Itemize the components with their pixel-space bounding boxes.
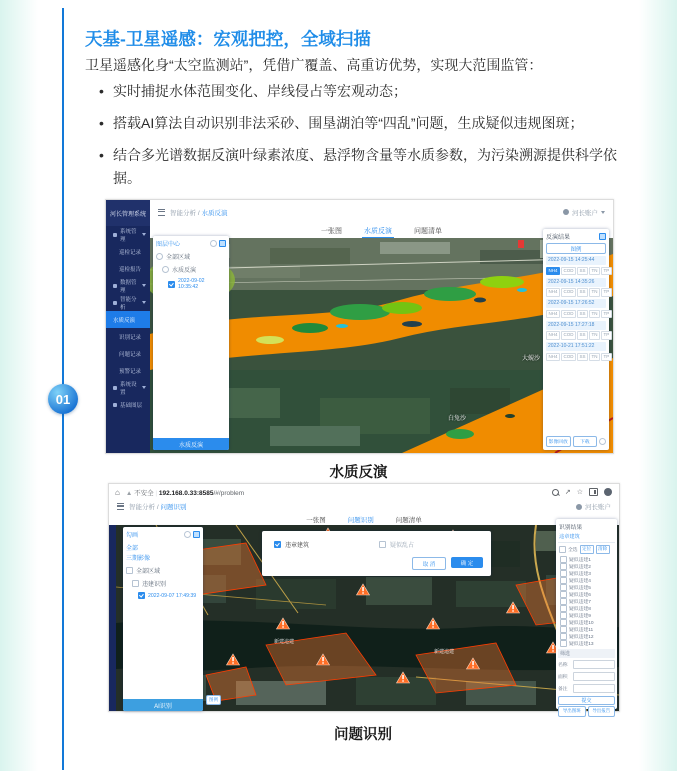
breadcrumb: 智能分析 / 问题识别 [129,504,187,511]
list-item[interactable]: 疑似违建6 [558,591,615,598]
parameter-tags [546,308,610,321]
legend-button[interactable]: 图例 [546,243,606,254]
tab-water-quality[interactable]: 水质反演 [362,224,394,239]
checkbox-icon[interactable] [560,584,567,591]
map-place-label: 大蜆沙 [522,356,541,362]
sidebar-item-analysis[interactable]: 智能分析 [106,294,150,311]
chevron-down-icon [142,386,146,389]
layers-panel-header: 图层中心 [153,236,229,250]
tree-node[interactable]: 违建识别 [123,577,203,590]
tab-problem-list[interactable]: 问题清单 [414,228,442,235]
sketch-panel [123,527,203,711]
result-entry [546,321,610,343]
checkbox-icon[interactable] [168,281,175,288]
user-icon [576,504,582,510]
app-logo: 河长管理系统 [106,200,150,226]
help-icon[interactable] [599,438,606,445]
tag-tp[interactable]: TP [601,267,612,276]
map-problem-label: 新建违建 [434,649,455,655]
tag-ss[interactable]: SS [577,353,588,362]
checkbox-icon[interactable] [274,541,281,548]
result-date[interactable]: 2022-09-15 14:35:26 [546,278,606,287]
checkbox-icon[interactable] [126,567,133,574]
tag-tp[interactable]: TP [601,331,612,340]
tag-cod[interactable]: COD [561,288,576,297]
tab-problem-recognition[interactable]: 问题识别 [346,513,376,527]
checkbox-icon[interactable] [379,541,386,548]
side-panel-icon[interactable] [589,488,598,496]
result-entry [546,278,610,300]
address-bar[interactable]: ▲ 不安全 | 192.168.0.33:8585/#/problem [125,489,245,497]
result-entry [546,256,610,278]
checkbox-icon[interactable] [560,626,567,633]
layers-icon [113,403,117,407]
tab-one-map[interactable]: 一张图 [306,517,326,524]
list-item[interactable]: 疑似违建4 [558,577,615,584]
sidebar-item-reports[interactable]: 巡检报告 [119,266,142,273]
checkbox-icon[interactable] [560,598,567,605]
checkbox-icon[interactable] [138,592,145,599]
tag-ss[interactable]: SS [577,310,588,319]
collapse-icon[interactable] [193,531,200,538]
tag-nh4[interactable]: NH4 [546,267,560,276]
form-row: 名称 [558,660,615,669]
parameter-tags [546,351,610,364]
checkbox-icon[interactable] [132,580,139,587]
tag-cod[interactable]: COD [561,353,576,362]
search-icon [113,301,117,305]
sidebar-item-settings[interactable]: 系统设置 [106,379,150,396]
gear-icon [113,233,117,237]
screenshot-water-quality [105,199,614,454]
page-title: 天基-卫星遥感：宏观把控，全域扫描 [85,29,371,49]
area-field[interactable] [573,672,615,681]
sidebar-item-base-layers[interactable]: 基础图层 [106,396,150,413]
export-row [558,706,615,717]
app-sidebar [106,200,150,453]
tag-ss[interactable]: SS [577,267,588,276]
list-item[interactable]: 疑似违建1 [558,556,615,563]
list-item[interactable]: 疑似违建7 [558,598,615,605]
tag-tn[interactable]: TN [589,353,600,362]
result-date[interactable]: 2022-09-15 17:27:18 [546,321,606,330]
tag-ss[interactable]: SS [577,288,588,297]
collapse-icon[interactable] [219,240,226,247]
tag-tn[interactable]: TN [589,267,600,276]
left-edge-gradient [0,0,38,771]
dot-icon [113,386,117,390]
layer-tree-node[interactable]: 全部区域 [153,250,229,263]
account-menu[interactable]: 河长账户 [576,502,611,511]
results-footer [546,436,606,447]
layer-tree-node[interactable]: 水质反演 [153,263,229,276]
checkbox-icon[interactable] [560,591,567,598]
chart-icon [113,284,117,288]
list-item[interactable]: 疑似违建9 [558,612,615,619]
results-panel [543,229,609,450]
replay-button[interactable]: 影像回放 [546,436,571,447]
confirm-button[interactable]: 确 定 [451,557,483,568]
tag-cod[interactable]: COD [561,267,576,276]
right-edge-gradient [639,0,677,771]
caption-water-quality: 水质反演 [329,465,388,481]
sidebar-item-data[interactable]: 数据管理 [106,277,150,294]
browser-bar [109,484,619,501]
locate-chip[interactable]: 定位 [580,545,594,554]
chevron-down-icon [142,301,146,304]
bullet-item: • 搭载AI算法自动识别非法采砂、围垦湖泊等“四乱”问题，生成疑似违规图斑； [97,112,642,135]
tab-problem-list[interactable]: 问题清单 [395,517,422,524]
map-place-label: 白兔沙 [448,416,467,422]
user-icon [563,209,569,215]
sidebar-item-problem-log[interactable]: 问题记录 [119,351,142,358]
checkbox-icon[interactable] [560,612,567,619]
link-layers[interactable]: 三期影像 [126,556,151,562]
intro-text: 卫星遥感化身“太空监测站”，凭借广覆盖、高重访优势，实现大范围监管： [85,57,543,73]
results-panel-header: 反演结果 [546,232,606,241]
parameter-tags [546,265,610,278]
tag-cod[interactable]: COD [561,310,576,319]
tag-nh4[interactable]: NH4 [546,310,560,319]
tag-tn[interactable]: TN [589,310,600,319]
tab-one-map[interactable]: 一张图 [321,228,342,235]
list-item[interactable]: 疑似违建13 [558,640,615,647]
caption-problem-recognition: 问题识别 [334,727,392,743]
checkbox-icon[interactable] [560,633,567,640]
layers-panel [153,236,229,450]
form-row: 备注 [558,684,615,693]
clear-chip[interactable]: 清除 [596,545,610,554]
app-header [109,500,619,514]
browser-actions [552,488,612,496]
map-legend-chip[interactable]: 图例 [206,695,221,705]
result-date[interactable]: 2022-10-21 17:51:22 [546,342,606,351]
name-field[interactable] [573,660,615,669]
menu-icon[interactable] [158,209,165,216]
link-all[interactable]: 全部 [126,546,139,552]
tag-tp[interactable]: TP [601,353,612,362]
list-item[interactable]: 疑似违建5 [558,584,615,591]
refresh-icon[interactable] [210,240,217,247]
result-entry [546,299,610,321]
submit-button[interactable]: 提交 [558,696,615,705]
tag-nh4[interactable]: NH4 [546,288,560,297]
chevron-down-icon [142,233,146,236]
collapsed-sidebar[interactable] [109,525,116,711]
panel-title: 识别结果 [559,525,583,531]
result-entry [546,342,610,364]
ai-recognize-button[interactable]: AI识别 [123,699,203,711]
list-item[interactable]: 疑似违建10 [558,619,615,626]
checkbox-icon[interactable] [560,570,567,577]
checkbox-icon[interactable] [560,619,567,626]
sidebar-item-water-quality[interactable]: 水质反演 [106,311,150,328]
tree-date-item[interactable]: 2022-09-07 17:49:39 [123,590,203,601]
checkbox-icon[interactable] [560,563,567,570]
search-icon[interactable] [552,489,559,496]
star-icon[interactable]: ☆ [576,489,583,496]
step-badge: 01 [48,384,78,414]
checkbox-icon[interactable] [560,640,567,647]
filter-section-header: 筛选 [558,649,615,658]
bullet-item: • 结合多光谱数据反演叶绿素浓度、悬浮物含量等水质参数，为污染溯源提供科学依据。 [97,144,642,190]
result-date[interactable]: 2022-09-15 17:26:52 [546,299,606,308]
home-icon[interactable]: ⌂ [115,487,120,497]
list-item[interactable]: 疑似违建3 [558,570,615,577]
chevron-down-icon [142,284,146,287]
download-button[interactable]: 下载 [573,436,598,447]
tag-cod[interactable]: COD [561,331,576,340]
list-item[interactable]: 疑似违建11 [558,626,615,633]
radio-icon[interactable] [156,253,163,260]
refresh-icon[interactable] [184,531,191,538]
bullet-item: • 实时捕捉水体范围变化、岸线侵占等宏观动态； [97,80,642,103]
app-header [150,200,613,225]
chevron-down-icon [601,211,605,214]
menu-icon[interactable] [117,503,124,510]
cancel-button[interactable]: 取 消 [412,557,446,570]
tag-nh4[interactable]: NH4 [546,331,560,340]
form-row: 面积 [558,672,615,681]
export-patches-button[interactable]: 导出图斑 [558,706,586,717]
browser-avatar[interactable] [604,488,612,496]
list-item[interactable]: 疑似违建12 [558,633,615,640]
layer-date-item[interactable]: 2022-09-02 10:35:42 [153,276,229,292]
tree-node[interactable]: 全部区域 [123,564,203,577]
checkbox-icon[interactable] [560,556,567,563]
tab-illegal-building[interactable]: 违章建筑 [558,533,615,543]
screenshot-problem-recognition [108,483,620,712]
list-item[interactable]: 疑似违建8 [558,605,615,612]
radio-icon[interactable] [162,266,169,273]
sketch-panel-header: 勾画 [123,527,203,541]
tag-nh4[interactable]: NH4 [546,353,560,362]
tag-tn[interactable]: TN [589,331,600,340]
checkbox-icon[interactable] [560,577,567,584]
checkbox-icon[interactable] [560,605,567,612]
tag-tp[interactable]: TP [601,288,612,297]
export-report-button[interactable]: 导出报告 [588,706,616,717]
tag-tp[interactable]: TP [601,310,612,319]
dialog-options: 违章建筑 疑似乱占 [262,531,491,549]
list-item[interactable]: 疑似违建2 [558,563,615,570]
recognition-results-panel [556,519,617,713]
sidebar-item-warning-log[interactable]: 预警记录 [119,368,142,375]
tag-ss[interactable]: SS [577,331,588,340]
parameter-tags [546,330,610,343]
sidebar-item-system[interactable]: 系统管理 [106,226,150,243]
checkbox-icon[interactable] [559,546,566,553]
tag-tn[interactable]: TN [589,288,600,297]
filter-dialog [262,531,491,576]
share-icon[interactable]: ↗ [564,489,571,496]
invert-button[interactable]: 水质反演 [153,438,229,450]
collapse-icon[interactable] [599,233,606,240]
sidebar-item-recognition-log[interactable]: 识别记录 [119,334,142,341]
breadcrumb: 智能分析 / 水质反演 [170,209,228,217]
result-date[interactable]: 2022-09-15 14:25:44 [546,256,606,265]
remark-field[interactable] [573,684,615,693]
dialog-buttons [412,557,483,570]
parameter-tags [546,287,610,300]
select-all-row: 全选 定位 清除 [558,543,615,556]
account-menu[interactable]: 河长账户 [563,208,605,217]
map-problem-label: 新建违建 [274,639,295,645]
sidebar-item-records[interactable]: 巡检记录 [119,249,142,256]
bullet-list [97,80,642,199]
